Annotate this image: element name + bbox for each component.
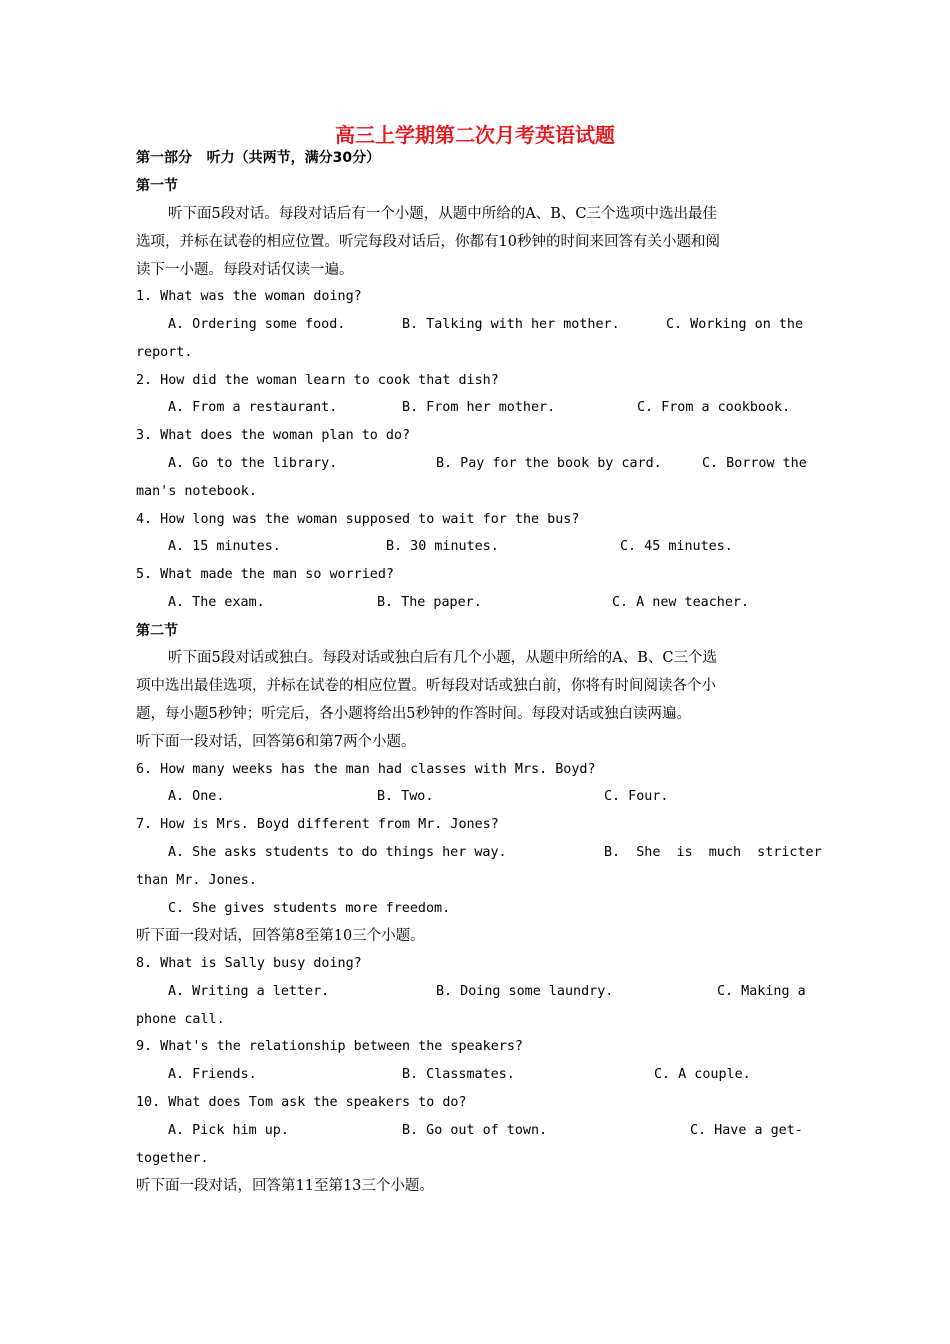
- q4-option-c: C. 45 minutes.: [620, 539, 733, 554]
- question-8: 8. What is Sally busy doing?: [136, 956, 362, 971]
- section1-heading: 第一节: [136, 178, 178, 194]
- q1-option-c: C. Working on the: [666, 317, 804, 332]
- q9-option-c: C. A couple.: [654, 1067, 751, 1082]
- q6-option-b: B. Two.: [377, 789, 434, 804]
- q10-option-c: C. Have a get-: [690, 1123, 803, 1138]
- question-6: 6. How many weeks has the man had classes with Mrs. Boyd?: [136, 762, 596, 777]
- q3-option-a: A. Go to the library.: [168, 456, 338, 471]
- q10-option-a: A. Pick him up.: [168, 1123, 289, 1138]
- section2-instruction-line: 项中选出最佳选项，并标在试卷的相应位置。听每段对话或独白前，你将有时间阅读各个小: [136, 678, 716, 694]
- section2-instruction-line: 听下面5段对话或独白。每段对话或独白后有几个小题，从题中所给的A、B、C三个选: [168, 650, 717, 666]
- q1-option-a: A. Ordering some food.: [168, 317, 346, 332]
- q8-option-b: B. Doing some laundry.: [436, 984, 614, 999]
- q7-option-c: C. She gives students more freedom.: [168, 901, 451, 916]
- q9-option-a: A. Friends.: [168, 1067, 257, 1082]
- q3-option-b: B. Pay for the book by card.: [436, 456, 662, 471]
- section2-heading: 第二节: [136, 623, 178, 639]
- q10-option-c-continued: together.: [136, 1151, 209, 1166]
- q2-option-b: B. From her mother.: [402, 400, 556, 415]
- section1-instruction-line: 听下面5段对话。每段对话后有一个小题，从题中所给的A、B、C三个选项中选出最佳: [168, 206, 717, 222]
- question-3: 3. What does the woman plan to do?: [136, 428, 411, 443]
- question-9: 9. What's the relationship between the speakers?: [136, 1039, 523, 1054]
- q1-option-b: B. Talking with her mother.: [402, 317, 620, 332]
- group-instruction: 听下面一段对话，回答第6和第7两个小题。: [136, 734, 416, 750]
- question-2: 2. How did the woman learn to cook that dish?: [136, 373, 499, 388]
- q3-option-c-continued: man's notebook.: [136, 484, 257, 499]
- q5-option-b: B. The paper.: [377, 595, 482, 610]
- q8-option-c: C. Making a: [717, 984, 806, 999]
- q10-option-b: B. Go out of town.: [402, 1123, 548, 1138]
- group-instruction: 听下面一段对话，回答第8至第10三个小题。: [136, 928, 425, 944]
- q9-option-b: B. Classmates.: [402, 1067, 515, 1082]
- question-5: 5. What made the man so worried?: [136, 567, 394, 582]
- section1-instruction-line: 选项，并标在试卷的相应位置。听完每段对话后，你都有10秒钟的时间来回答有关小题和阅: [136, 234, 720, 250]
- part1-heading: 第一部分 听力（共两节，满分30分）: [136, 150, 381, 166]
- question-7: 7. How is Mrs. Boyd different from Mr. Jones?: [136, 817, 499, 832]
- q8-option-a: A. Writing a letter.: [168, 984, 330, 999]
- question-1: 1. What was the woman doing?: [136, 289, 362, 304]
- q5-option-a: A. The exam.: [168, 595, 265, 610]
- q2-option-a: A. From a restaurant.: [168, 400, 338, 415]
- section1-instruction-line: 读下一小题。每段对话仅读一遍。: [136, 262, 354, 278]
- page-title: 高三上学期第二次月考英语试题: [335, 123, 615, 147]
- q8-option-c-continued: phone call.: [136, 1012, 225, 1027]
- q2-option-c: C. From a cookbook.: [637, 400, 791, 415]
- section2-instruction-line: 题，每小题5秒钟；听完后，各小题将给出5秒钟的作答时间。每段对话或独白读两遍。: [136, 706, 691, 722]
- q4-option-b: B. 30 minutes.: [386, 539, 499, 554]
- q6-option-a: A. One.: [168, 789, 225, 804]
- q4-option-a: A. 15 minutes.: [168, 539, 281, 554]
- question-10: 10. What does Tom ask the speakers to do?: [136, 1095, 467, 1110]
- q6-option-c: C. Four.: [604, 789, 669, 804]
- group-instruction: 听下面一段对话，回答第11至第13三个小题。: [136, 1178, 434, 1194]
- q7-option-b: B. She is much stricter: [604, 845, 822, 860]
- q3-option-c: C. Borrow the: [702, 456, 807, 471]
- q7-option-b-continued: than Mr. Jones.: [136, 873, 257, 888]
- question-4: 4. How long was the woman supposed to wait for the bus?: [136, 512, 580, 527]
- q5-option-c: C. A new teacher.: [612, 595, 750, 610]
- q7-option-a: A. She asks students to do things her way.: [168, 845, 507, 860]
- q1-option-c-continued: report.: [136, 345, 193, 360]
